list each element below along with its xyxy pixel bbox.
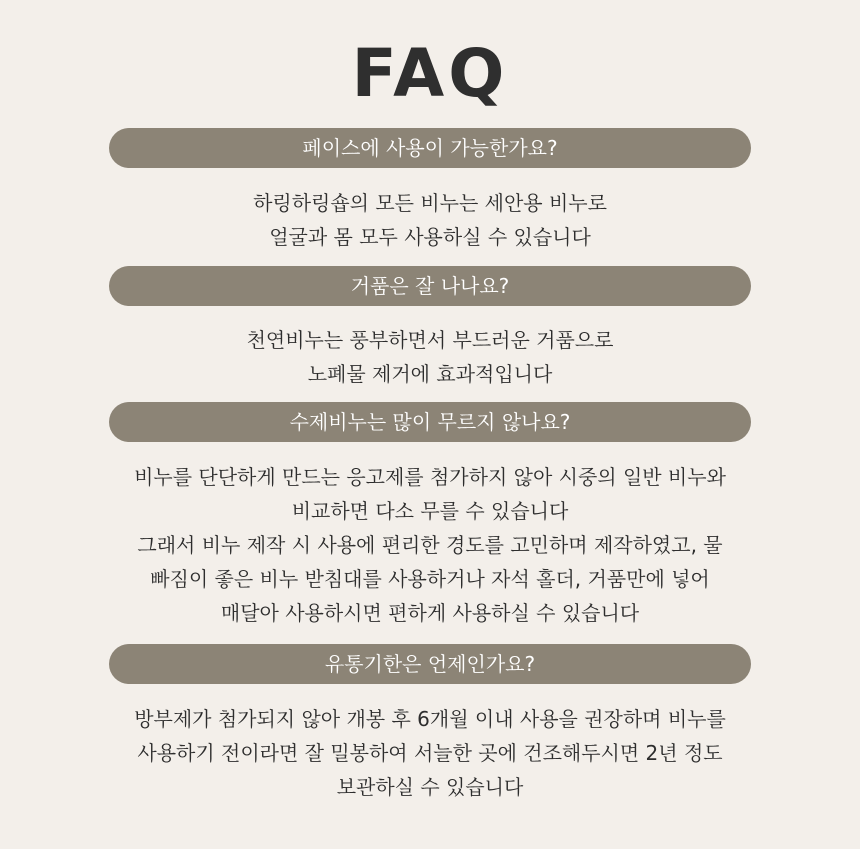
faq-answer-line: 빠짐이 좋은 비누 받침대를 사용하거나 자석 홀더, 거품만에 넣어 (150, 567, 710, 591)
faq-answer-line: 천연비누는 풍부하면서 부드러운 거품으로 (246, 328, 614, 352)
faq-answer-line: 하링하링숍의 모든 비누는 세안용 비누로 (253, 191, 607, 215)
faq-answer-3 (60, 702, 800, 804)
faq-question-3: 유통기한은 언제인가요? (109, 644, 751, 684)
faq-answer-2 (60, 460, 800, 630)
faq-answer-line: 비교하면 다소 무를 수 있습니다 (291, 499, 569, 523)
faq-answer-line: 보관하실 수 있습니다 (336, 775, 524, 799)
faq-answer-line: 매달아 사용하시면 편하게 사용하실 수 있습니다 (220, 601, 640, 625)
faq-answer-line: 그래서 비누 제작 시 사용에 편리한 경도를 고민하며 제작하였고, 물 (137, 533, 723, 557)
faq-question-2: 수제비누는 많이 무르지 않나요? (109, 402, 751, 442)
faq-answer-1 (60, 323, 800, 391)
faq-answer-line: 노폐물 제거에 효과적입니다 (307, 362, 553, 386)
faq-question-1: 거품은 잘 나나요? (109, 266, 751, 306)
faq-answer-line: 얼굴과 몸 모두 사용하실 수 있습니다 (269, 225, 591, 249)
faq-answer-line: 사용하기 전이라면 잘 밀봉하여 서늘한 곳에 건조해두시면 2년 정도 (137, 741, 723, 765)
faq-answer-0 (60, 186, 800, 254)
faq-answer-line: 비누를 단단하게 만드는 응고제를 첨가하지 않아 시중의 일반 비누와 (134, 465, 726, 489)
faq-answer-line: 방부제가 첨가되지 않아 개봉 후 6개월 이내 사용을 권장하며 비누를 (134, 707, 726, 731)
page-title: FAQ (351, 35, 509, 112)
faq-question-0: 페이스에 사용이 가능한가요? (109, 128, 751, 168)
